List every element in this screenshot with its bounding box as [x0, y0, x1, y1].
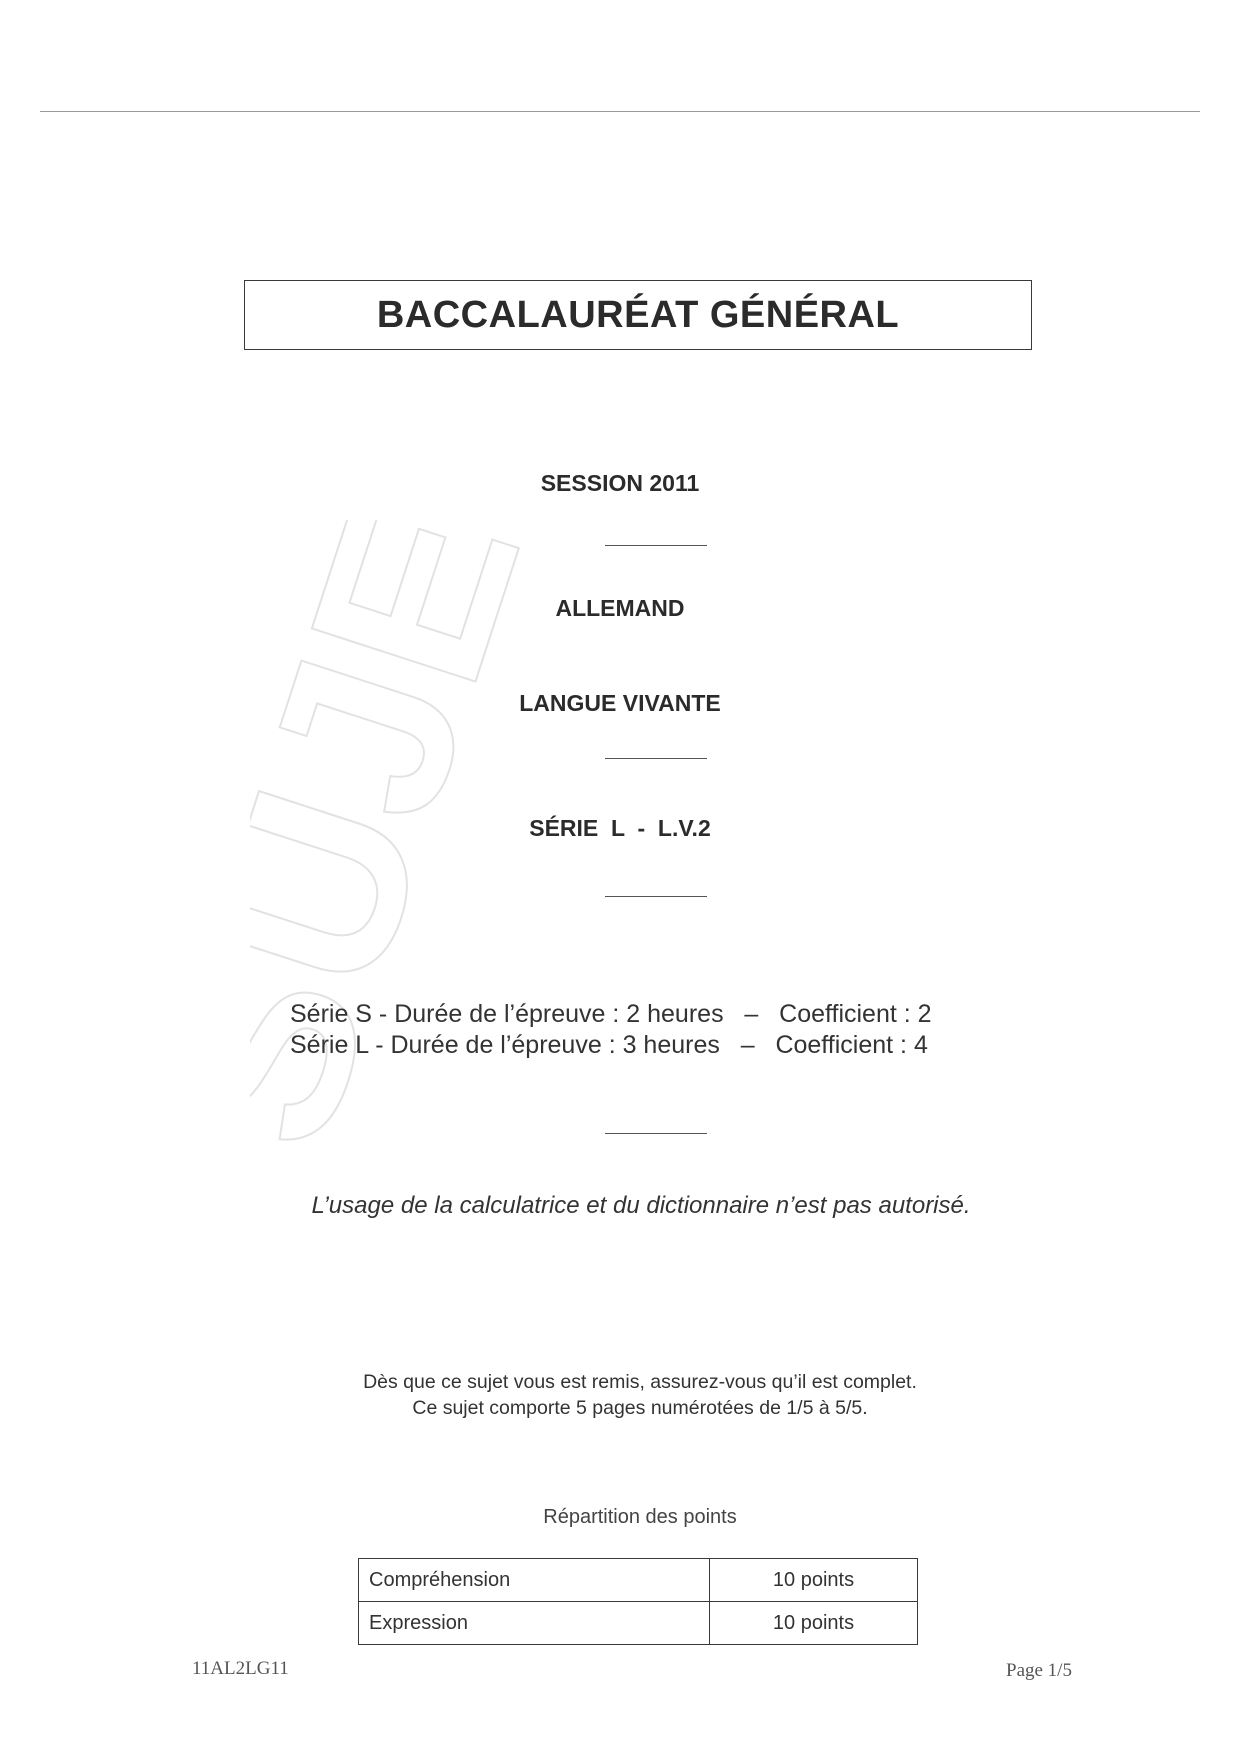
separator-rule	[605, 896, 707, 897]
subject-label: ALLEMAND	[555, 595, 685, 621]
table-row	[359, 1602, 918, 1645]
title-box	[244, 280, 1032, 350]
series-label: SÉRIE L - L.V.2	[529, 815, 711, 841]
exam-code: 11AL2LG11	[192, 1658, 289, 1679]
completeness-info: Dès que ce sujet vous est remis, assurez-vous qu’il est complet.	[363, 1371, 917, 1393]
points-row-value: 10 points	[710, 1559, 918, 1602]
duration-line-s: Série S - Durée de l’épreuve : 2 heures – Coefficient : 2	[290, 1000, 932, 1028]
separator-rule	[605, 1133, 707, 1134]
points-row-label: Compréhension	[359, 1559, 710, 1602]
language-label: LANGUE VIVANTE	[519, 690, 721, 716]
points-title: Répartition des points	[543, 1506, 737, 1528]
points-table	[358, 1558, 918, 1645]
top-rule	[40, 111, 1200, 112]
sujet-watermark-text: SUJET	[250, 520, 620, 1177]
sujet-watermark	[250, 520, 1050, 1240]
duration-line-l: Série L - Durée de l’épreuve : 3 heures – Coefficient : 4	[290, 1031, 928, 1059]
session-label: SESSION 2011	[540, 470, 700, 496]
page-count-info: Ce sujet comporte 5 pages numérotées de 1/5 à 5/5.	[412, 1397, 868, 1419]
page-title: BACCALAURÉAT GÉNÉRAL	[376, 293, 900, 336]
points-row-value: 10 points	[710, 1602, 918, 1645]
calculator-notice: L’usage de la calculatrice et du dictionnaire n’est pas autorisé.	[311, 1192, 971, 1219]
separator-rule	[605, 758, 707, 759]
separator-rule	[605, 545, 707, 546]
points-row-label: Expression	[359, 1602, 710, 1645]
table-row	[359, 1559, 918, 1602]
page-number: Page 1/5	[1006, 1660, 1072, 1681]
